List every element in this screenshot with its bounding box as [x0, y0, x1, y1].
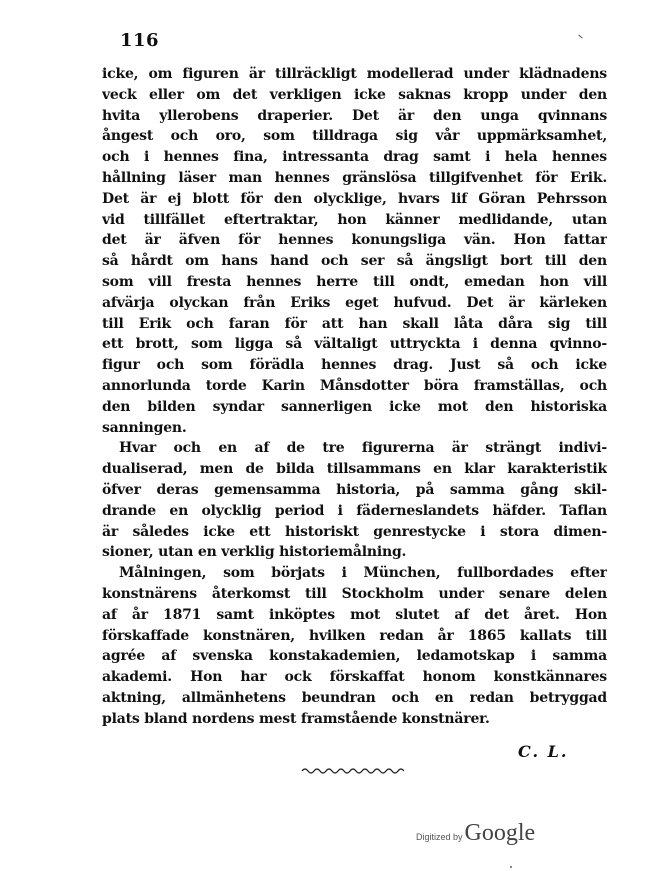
- digitized-watermark: [416, 820, 535, 847]
- text-line: akademi. Hon har ock förskaffat honom konstkännares: [102, 669, 607, 686]
- text-line: är således icke ett historiskt genrestycke i stora dimen-: [102, 523, 607, 540]
- text-line: dualiserad, men de bilda tillsammans en klar karakteristik: [102, 461, 607, 478]
- text-line: förskaffade konstnären, hvilken redan år 1865 kallats till: [102, 627, 607, 644]
- text-line: ett brott, som ligga så vältaligt uttryckta i denna qvinno-: [102, 336, 607, 353]
- text-line: figur och som förädla hennes drag. Just så och icke: [102, 357, 607, 374]
- google-logo: Google: [464, 820, 536, 846]
- text-line: ångest och oro, som tilldraga sig vår uppmärksamhet,: [102, 128, 607, 145]
- corner-mark: [578, 35, 582, 39]
- wavy-ornament: [300, 765, 404, 777]
- text-line: drande en olycklig period i fäderneslandets häfder. Taflan: [102, 502, 607, 519]
- text-line: den bilden syndar sannerligen icke mot den historiska: [102, 398, 607, 415]
- text-line: öfver deras gemensamma historia, på samma gång skil-: [102, 481, 607, 498]
- body-text: [102, 64, 607, 730]
- text-line: det är äfven för hennes konungsliga vän. Hon fattar: [102, 232, 607, 249]
- text-line: som vill fresta hennes herre till ondt, emedan hon vill: [102, 273, 607, 290]
- text-line: plats bland nordens mest framstående konstnärer.: [102, 710, 490, 727]
- digitized-by-text: Digitized by: [416, 832, 463, 842]
- text-line: så hårdt om hans hand och ser så ängsligt bort till den: [102, 253, 607, 270]
- text-line: aktning, allmänhetens beundran och en redan betryggad: [102, 689, 607, 706]
- text-line: annorlunda torde Karin Månsdotter böra framställas, och: [102, 377, 607, 394]
- text-line: till Erik och faran för att han skall låta dåra sig till: [102, 315, 607, 332]
- text-line: sanningen.: [102, 419, 187, 436]
- page-number: 116: [120, 30, 160, 51]
- text-line: sioner, utan en verklig historiemålning.: [102, 544, 407, 561]
- text-line: af år 1871 samt inköptes mot slutet af det året. Hon: [102, 606, 607, 623]
- text-line: Målningen, som börjats i München, fullbordades efter: [119, 565, 607, 582]
- text-line: veck eller om det verkligen icke saknas kropp under den: [102, 86, 607, 103]
- text-line: Hvar och en af de tre figurerna är strängt indivi-: [119, 440, 607, 457]
- text-line: konstnärens återkomst till Stockholm under senare delen: [102, 585, 607, 602]
- text-line: hvita yllerobens draperier. Det är den unga qvinnans: [102, 107, 607, 124]
- text-line: agrée af svenska konstakademien, ledamotskap i samma: [102, 648, 607, 665]
- signature: C. L.: [518, 742, 569, 761]
- text-line: icke, om figuren är tillräckligt modellerad under klädnadens: [102, 66, 607, 82]
- text-line: Det är ej blott för den olycklige, hvars lif Göran Pehrsson: [102, 190, 607, 207]
- text-line: afvärja olyckan från Eriks eget hufvud. Det är kärleken: [102, 294, 607, 311]
- text-line: och i hennes fina, intressanta drag samt i hela hennes: [102, 149, 607, 166]
- speck: [510, 866, 512, 868]
- text-line: hållning läser man hennes gränslösa tillgifvenhet för Erik.: [102, 169, 607, 186]
- text-line: vid tillfället eftertraktar, hon känner medlidande, utan: [102, 211, 607, 228]
